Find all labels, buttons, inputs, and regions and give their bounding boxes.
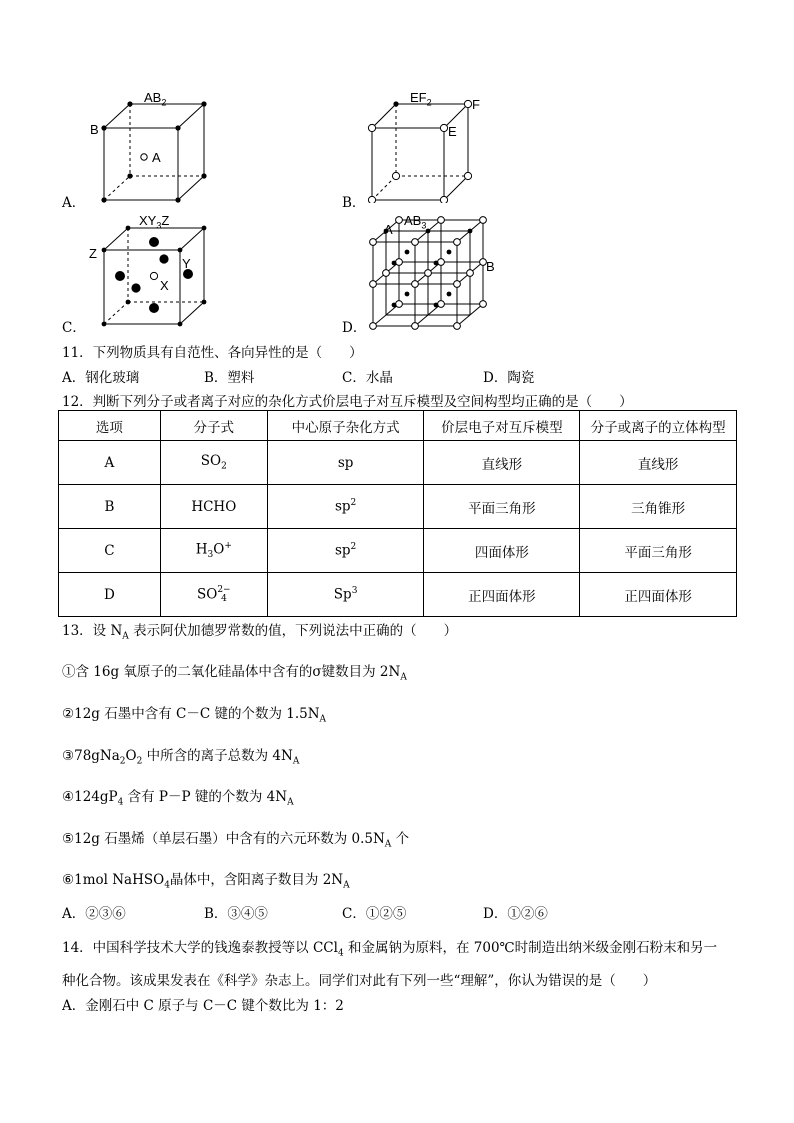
q13-item-3: $③78gNa_2O_2$ 中所含的离子总数为 $4N_A$ [62, 748, 300, 767]
q11-option-a: A．钢化玻璃 [62, 370, 140, 386]
figure-c-label-y: Y [182, 256, 191, 271]
col-header: 分子式 [160, 411, 267, 441]
cell-option: C [59, 529, 161, 573]
col-header: 选项 [59, 411, 161, 441]
figure-b-label-e: E [448, 124, 457, 139]
figure-c-label-z: Z [89, 246, 97, 261]
figure-a-option: A． [62, 195, 86, 211]
q13-item-1: ①含 16g 氧原子的二氧化硅晶体中含有的σ键数目为 $2N_A$ [62, 664, 407, 683]
cell-formula: $SO_2$ [160, 441, 267, 485]
q11-option-c: C．水晶 [342, 370, 393, 386]
q14-line-1: 14．中国科学技术大学的钱逸泰教授等以 CCl$_4$ 和金属钠为原料，在 700℃时制造出纳米级金刚石粉末和另一 [62, 940, 718, 959]
table-row [59, 529, 737, 573]
q13-stem: 13．设 $N_A$ 表示阿伏加德罗常数的值，下列说法中正确的（ ） [62, 623, 458, 642]
figure-a-label-a: A [152, 150, 161, 165]
cell-hybrid: $sp^2$ [267, 485, 424, 529]
q11-stem: 11．下列物质具有自范性、各向异性的是（ ） [62, 345, 363, 361]
table-row [59, 441, 737, 485]
table-header-row [59, 411, 737, 441]
col-header: 分子或离子的立体构型 [580, 411, 737, 441]
cell-hybrid: Sp$^3$ [267, 573, 424, 617]
figure-d-label-b: B [486, 259, 495, 274]
figure-a-title: $AB_2$ [144, 90, 167, 108]
figure-c-label-x: X [160, 278, 169, 293]
q13-option-b: B．③④⑤ [204, 906, 268, 922]
cell-shape: 三角锥形 [580, 485, 737, 529]
figure-b-option: B． [342, 195, 366, 211]
table-row [59, 485, 737, 529]
cell-hybrid: $sp^2$ [267, 529, 424, 573]
q13-option-c: C．①②⑤ [342, 906, 407, 922]
cell-shape: 直线形 [580, 441, 737, 485]
col-header: 中心原子杂化方式 [267, 411, 424, 441]
cell-option: A [59, 441, 161, 485]
cell-hybrid: sp [267, 441, 424, 485]
cell-formula: SO 2− 4 [160, 573, 267, 617]
cell-model: 四面体形 [424, 529, 580, 573]
figure-d-option: D． [342, 320, 367, 336]
cell-shape: 正四面体形 [580, 573, 737, 617]
col-header: 价层电子对互斥模型 [424, 411, 580, 441]
figure-d-label-a: A [384, 222, 393, 237]
cell-shape: 平面三角形 [580, 529, 737, 573]
cell-model: 平面三角形 [424, 485, 580, 529]
figure-d-title: $AB_3$ [404, 213, 427, 231]
cell-option: B [59, 485, 161, 529]
q12-table [58, 410, 737, 617]
q13-option-a: A．②③⑥ [62, 906, 126, 922]
q11-option-b: B．塑料 [204, 370, 255, 386]
q12-stem: 12．判断下列分子或者离子对应的杂化方式价层电子对互斥模型及空间构型均正确的是（ ） [62, 394, 633, 410]
cell-formula: $H_3O^+$ [160, 529, 267, 573]
figure-c-title: $XY_3Z$ [139, 213, 170, 231]
figure-a-label-b: B [90, 122, 99, 137]
figure-c-option: C． [62, 320, 86, 336]
q14-line-2: 种化合物。该成果发表在《科学》杂志上。同学们对此有下列一些“理解”，你认为错误的是（ ） [62, 973, 657, 989]
q13-item-6: ⑥1mol NaHSO$_4$晶体中，含阳离子数目为 $2N_A$ [62, 872, 350, 891]
table-row [59, 573, 737, 617]
cell-formula: HCHO [160, 485, 267, 529]
cell-option: D [59, 573, 161, 617]
q13-option-d: D．①②⑥ [483, 906, 548, 922]
figure-b-label-f: F [472, 97, 480, 112]
q13-item-2: ②12g 石墨中含有 C－C 键的个数为 $1.5N_A$ [62, 706, 327, 725]
q11-option-d: D．陶瓷 [483, 370, 535, 386]
q13-item-4: $④124gP_4$ 含有 P－P 键的个数为 $4N_A$ [62, 789, 294, 808]
q13-item-5: ⑤12g 石墨烯（单层石墨）中含有的六元环数为 $0.5N_A$ 个 [62, 831, 410, 850]
figure-b-title: $EF_2$ [410, 90, 432, 108]
cell-model: 直线形 [424, 441, 580, 485]
q14-option-a: A．金刚石中 C 原子与 C－C 键个数比为 1：2 [62, 998, 344, 1014]
cell-model: 正四面体形 [424, 573, 580, 617]
